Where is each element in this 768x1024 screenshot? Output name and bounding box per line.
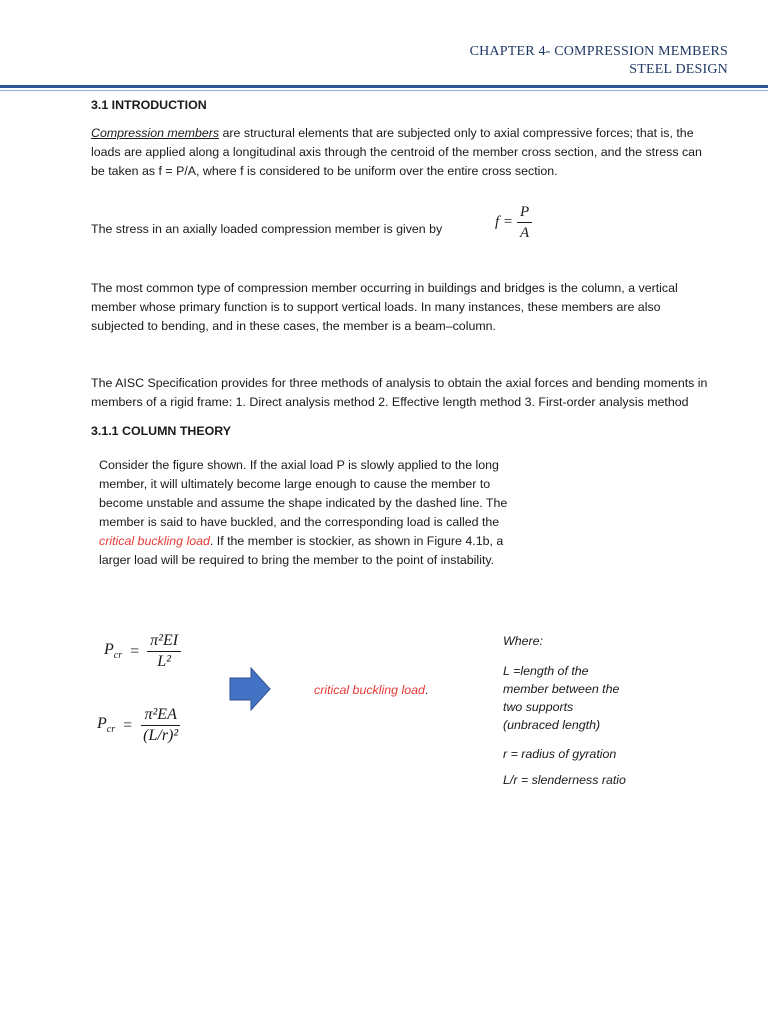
intro-line-2: loads are applied along a longitudinal axis through the centroid of the member cross section, and the stress can bbox=[91, 145, 702, 159]
header-divider-thin bbox=[0, 90, 768, 91]
compression-members-link[interactable]: Compression members bbox=[91, 126, 220, 140]
euler-formula-slenderness bbox=[97, 706, 181, 745]
column-theory-line-2: member, it will ultimately become large enough to cause the member to bbox=[99, 477, 491, 491]
euler-formula-ei-lhs bbox=[104, 641, 122, 661]
stress-formula-denominator: A bbox=[520, 225, 530, 241]
intro-line-3: be taken as f = P/A, where f is considered to be uniform over the entire cross section. bbox=[91, 164, 558, 178]
critical-buckling-load-label-text: critical buckling load bbox=[314, 683, 425, 697]
aisc-line-2: members of a rigid frame: 1. Direct analysis method 2. Effective length method 3. First-order analysis method bbox=[91, 395, 689, 409]
variable-definitions bbox=[503, 632, 653, 789]
critical-buckling-load-label bbox=[314, 683, 428, 697]
stress-formula-numerator: P bbox=[517, 203, 532, 223]
column-theory-line-5 bbox=[99, 532, 539, 551]
length-definition-line-4: (unbraced length) bbox=[503, 718, 601, 732]
formula1-numerator: π²EI bbox=[147, 632, 181, 652]
formula2-denominator: (L/r)² bbox=[143, 727, 179, 744]
formula1-p: P bbox=[104, 641, 114, 659]
stress-formula-fraction bbox=[517, 203, 532, 242]
column-theory-line-5-text: . If the member is stockier, as shown in Figure 4.1b, a bbox=[209, 534, 504, 548]
critical-buckling-load-label-dot: . bbox=[424, 683, 429, 697]
column-theory-line-4: member is said to have buckled, and the corresponding load is called the bbox=[99, 515, 500, 529]
formula2-sub: cr bbox=[106, 724, 116, 736]
column-definition-paragraph bbox=[91, 279, 731, 336]
formula2-fraction bbox=[140, 706, 181, 745]
length-definition-line-3: two supports bbox=[503, 700, 574, 714]
stress-statement: The stress in an axially loaded compression member is given by bbox=[91, 222, 443, 236]
intro-paragraph bbox=[91, 124, 731, 181]
column-def-line-3: subjected to bending, and in these cases, the member is a beam–column. bbox=[91, 319, 497, 333]
section-heading-introduction: 3.1 INTRODUCTION bbox=[91, 98, 207, 112]
column-def-line-2: member whose primary function is to support vertical loads. In many instances, these members are also bbox=[91, 300, 661, 314]
stress-formula-lhs: f = bbox=[495, 214, 514, 230]
critical-buckling-load-term: critical buckling load bbox=[99, 534, 210, 548]
formula1-denominator: L² bbox=[157, 653, 171, 670]
section-heading-column-theory: 3.1.1 COLUMN THEORY bbox=[91, 424, 231, 438]
formula1-fraction bbox=[147, 632, 181, 671]
slenderness-ratio-definition: L/r = slenderness ratio bbox=[503, 773, 626, 787]
formula2-equals: = bbox=[123, 716, 133, 734]
formula2-numerator: π²EA bbox=[141, 706, 179, 726]
length-definition-line-2: member between the bbox=[503, 682, 620, 696]
column-theory-line-6: larger load will be required to bring the member to the point of instability. bbox=[99, 553, 495, 567]
right-arrow-icon bbox=[229, 667, 271, 711]
intro-line-1-text: are structural elements that are subjected only to axial compressive forces; that is, the bbox=[219, 126, 694, 140]
intro-line-1 bbox=[91, 124, 731, 143]
where-title: Where: bbox=[503, 634, 543, 648]
subject-title: STEEL DESIGN bbox=[629, 62, 728, 77]
euler-formula-ei bbox=[104, 632, 181, 671]
aisc-line-1: The AISC Specification provides for three methods of analysis to obtain the axial forces and bending moments in bbox=[91, 376, 708, 390]
column-theory-line-1: Consider the figure shown. If the axial load P is slowly applied to the long bbox=[99, 458, 499, 472]
formula1-sub: cr bbox=[113, 650, 123, 662]
column-theory-line-3: become unstable and assume the shape indicated by the dashed line. The bbox=[99, 496, 508, 510]
column-def-line-1: The most common type of compression member occurring in buildings and bridges is the column, a vertical bbox=[91, 281, 678, 295]
chapter-title: CHAPTER 4- COMPRESSION MEMBERS bbox=[469, 44, 728, 59]
radius-of-gyration-definition: r = radius of gyration bbox=[503, 747, 617, 761]
stress-formula bbox=[495, 203, 532, 242]
euler-formula-slenderness-lhs bbox=[97, 715, 115, 735]
formula2-p: P bbox=[97, 715, 107, 733]
aisc-paragraph bbox=[91, 374, 741, 412]
column-theory-paragraph bbox=[99, 456, 539, 570]
formula1-equals: = bbox=[130, 642, 140, 660]
length-definition-line-1: L =length of the bbox=[503, 664, 589, 678]
header-divider bbox=[0, 85, 768, 88]
